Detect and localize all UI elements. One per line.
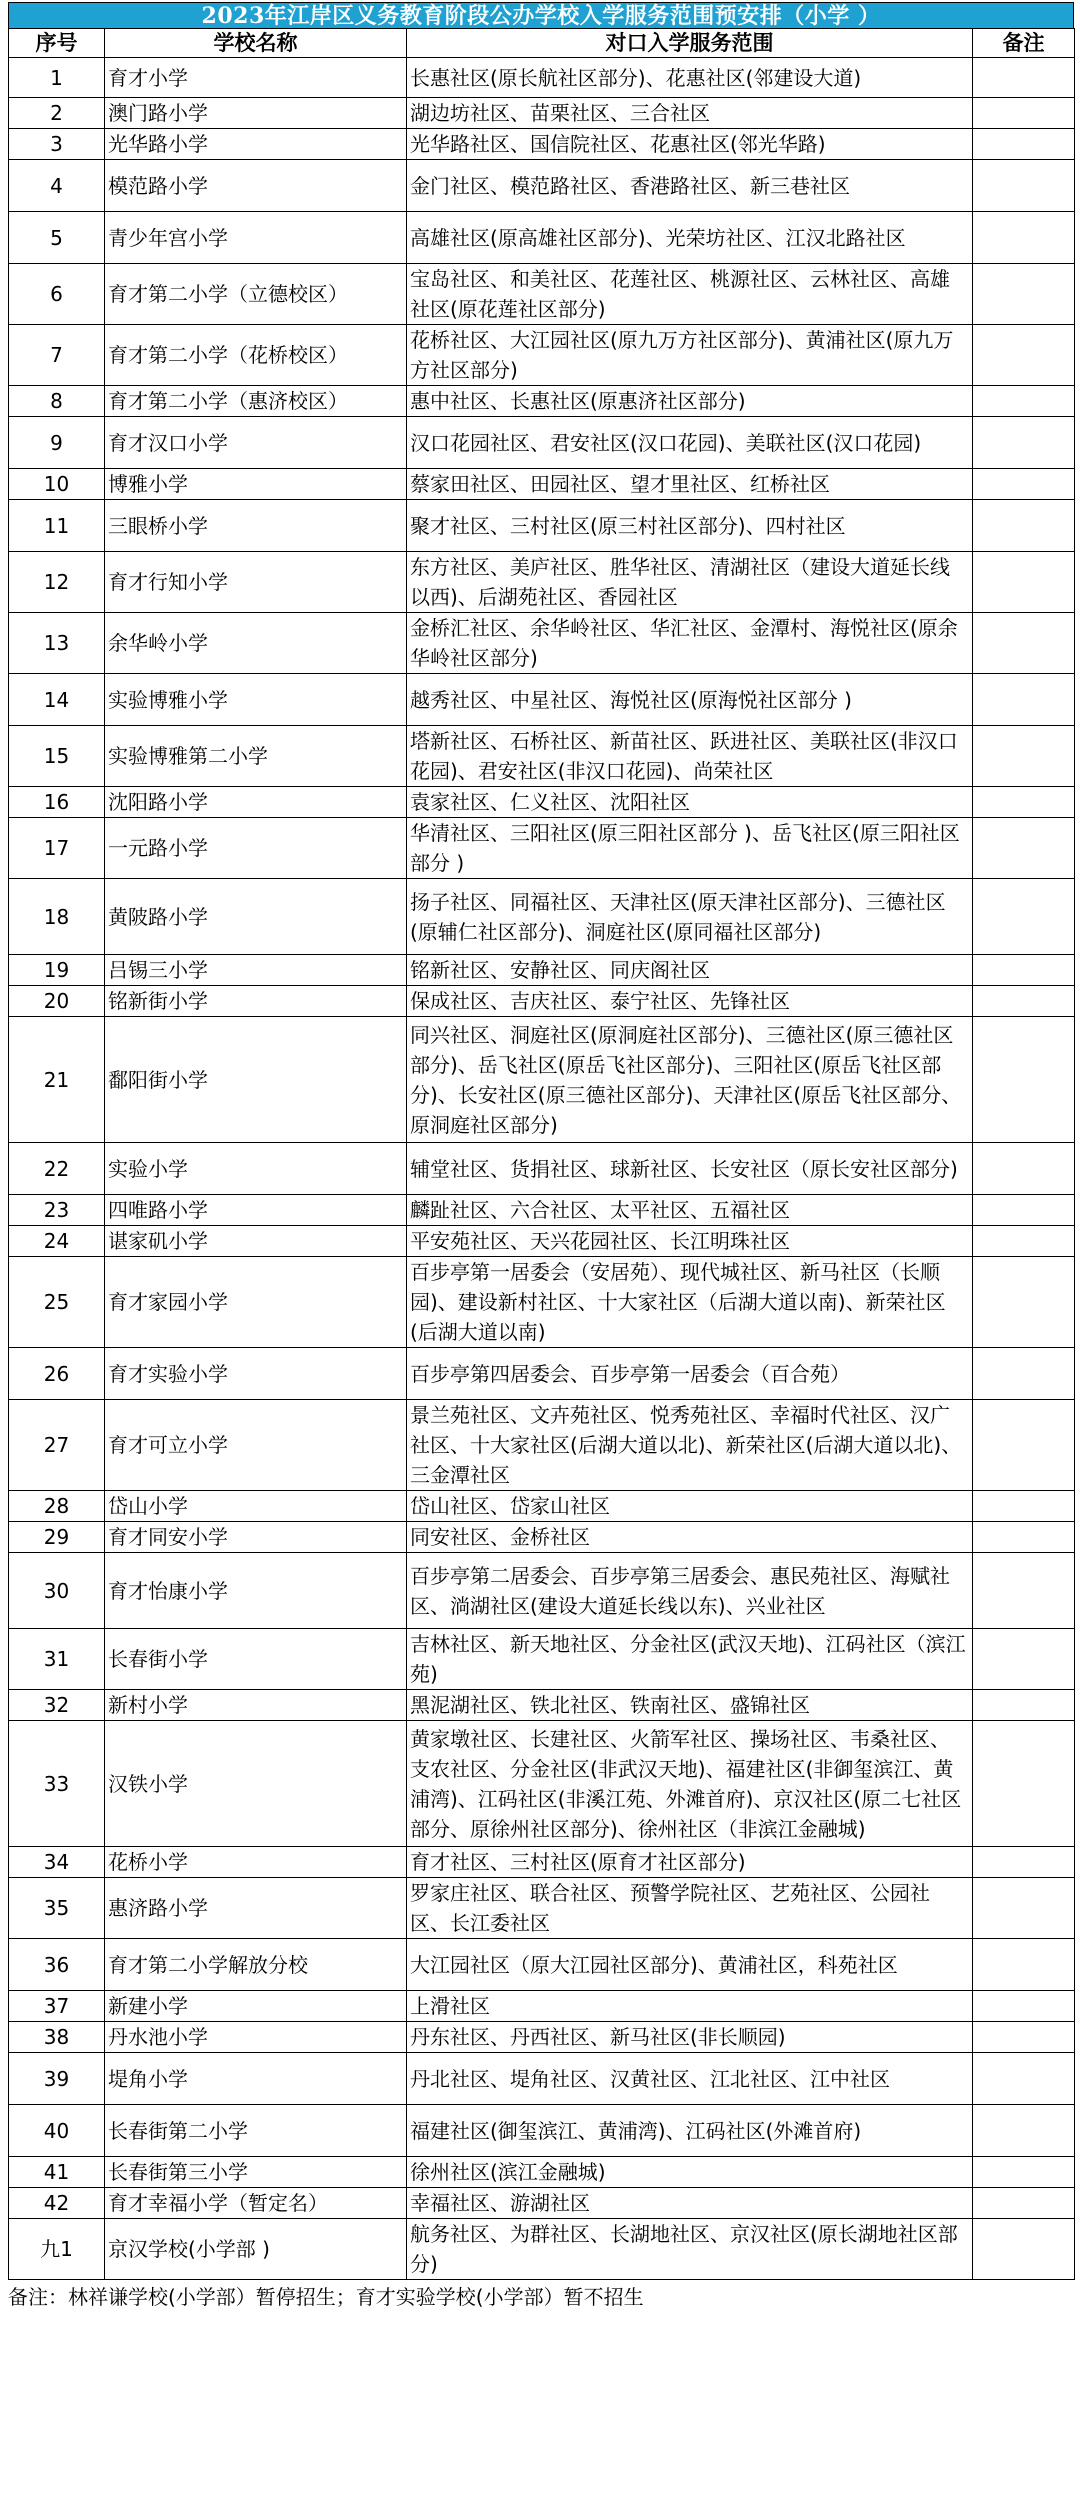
row-school: 实验博雅第二小学: [105, 726, 407, 787]
row-index: 15: [9, 726, 105, 787]
header-school: 学校名称: [105, 29, 407, 58]
row-index: 20: [9, 986, 105, 1017]
row-index: 1: [9, 58, 105, 98]
row-school: 铭新街小学: [105, 986, 407, 1017]
table-row: [9, 1348, 1075, 1400]
row-school: 育才第二小学解放分校: [105, 1939, 407, 1991]
row-area: 湖边坊社区、苗栗社区、三合社区: [407, 98, 973, 129]
row-school: 谌家矶小学: [105, 1226, 407, 1257]
row-note: [973, 2188, 1075, 2219]
row-note: [973, 2105, 1075, 2157]
table-row: [9, 1226, 1075, 1257]
row-school: 丹水池小学: [105, 2022, 407, 2053]
row-area: 大江园社区（原大江园社区部分)、黄浦社区，科苑社区: [407, 1939, 973, 1991]
row-note: [973, 469, 1075, 500]
row-note: [973, 818, 1075, 879]
row-index: 24: [9, 1226, 105, 1257]
row-index: 34: [9, 1847, 105, 1878]
row-index: 9: [9, 417, 105, 469]
row-note: [973, 2053, 1075, 2105]
row-note: [973, 1226, 1075, 1257]
row-school: 一元路小学: [105, 818, 407, 879]
row-note: [973, 1553, 1075, 1629]
row-school: 黄陂路小学: [105, 879, 407, 955]
row-school: 光华路小学: [105, 129, 407, 160]
row-index: 32: [9, 1690, 105, 1721]
row-index: 13: [9, 613, 105, 674]
row-school: 惠济路小学: [105, 1878, 407, 1939]
row-index: 27: [9, 1400, 105, 1491]
row-note: [973, 1348, 1075, 1400]
row-index: 35: [9, 1878, 105, 1939]
row-index: 40: [9, 2105, 105, 2157]
row-school: 博雅小学: [105, 469, 407, 500]
row-school: 花桥小学: [105, 1847, 407, 1878]
row-index: 7: [9, 325, 105, 386]
header-index: 序号: [9, 29, 105, 58]
table-row: [9, 212, 1075, 264]
row-school: 三眼桥小学: [105, 500, 407, 552]
row-note: [973, 264, 1075, 325]
row-note: [973, 2157, 1075, 2188]
row-area: 高雄社区(原高雄社区部分)、光荣坊社区、江汉北路社区: [407, 212, 973, 264]
row-area: 景兰苑社区、文卉苑社区、悦秀苑社区、幸福时代社区、汉广社区、十大家社区(后湖大道以北)、新荣社区(后湖大道以北)、三金潭社区: [407, 1400, 973, 1491]
row-area: 聚才社区、三村社区(原三村社区部分)、四村社区: [407, 500, 973, 552]
table-row: [9, 955, 1075, 986]
row-index: 39: [9, 2053, 105, 2105]
row-note: [973, 1939, 1075, 1991]
row-school: 岱山小学: [105, 1491, 407, 1522]
table-row: [9, 1847, 1075, 1878]
row-school: 青少年宫小学: [105, 212, 407, 264]
table-row: [9, 552, 1075, 613]
row-index: 6: [9, 264, 105, 325]
row-index: 10: [9, 469, 105, 500]
row-note: [973, 1991, 1075, 2022]
row-school: 育才实验小学: [105, 1348, 407, 1400]
table-row: [9, 2105, 1075, 2157]
row-note: [973, 674, 1075, 726]
table-row: [9, 325, 1075, 386]
row-index: 3: [9, 129, 105, 160]
table-row: [9, 726, 1075, 787]
row-note: [973, 2022, 1075, 2053]
table-row: [9, 1017, 1075, 1143]
table-row: [9, 386, 1075, 417]
row-note: [973, 98, 1075, 129]
footer-note: 备注：林祥谦学校(小学部）暂停招生；育才实验学校(小学部）暂不招生: [8, 2285, 644, 2309]
row-note: [973, 386, 1075, 417]
row-area: 百步亭第二居委会、百步亭第三居委会、惠民苑社区、海赋社区、淌湖社区(建设大道延长线以东)、兴业社区: [407, 1553, 973, 1629]
row-index: 4: [9, 160, 105, 212]
row-area: 福建社区(御玺滨江、黄浦湾)、江码社区(外滩首府): [407, 2105, 973, 2157]
table-row: [9, 469, 1075, 500]
row-index: 29: [9, 1522, 105, 1553]
row-area: 幸福社区、游湖社区: [407, 2188, 973, 2219]
table-row: [9, 674, 1075, 726]
table-row: [9, 787, 1075, 818]
row-note: [973, 726, 1075, 787]
row-index: 5: [9, 212, 105, 264]
table-row: [9, 613, 1075, 674]
row-school: 沈阳路小学: [105, 787, 407, 818]
row-area: 金门社区、模范路社区、香港路社区、新三巷社区: [407, 160, 973, 212]
row-area: 百步亭第一居委会（安居苑）、现代城社区、新马社区（长顺园)、建设新村社区、十大家社区（后湖大道以南)、新荣社区(后湖大道以南): [407, 1257, 973, 1348]
row-area: 麟趾社区、六合社区、太平社区、五福社区: [407, 1195, 973, 1226]
table-row: [9, 1939, 1075, 1991]
row-area: 岱山社区、岱家山社区: [407, 1491, 973, 1522]
row-area: 保成社区、吉庆社区、泰宁社区、先锋社区: [407, 986, 973, 1017]
row-note: [973, 986, 1075, 1017]
row-index: 42: [9, 2188, 105, 2219]
row-index: 28: [9, 1491, 105, 1522]
row-school: 澳门路小学: [105, 98, 407, 129]
row-school: 京汉学校(小学部 ): [105, 2219, 407, 2280]
row-area: 上滑社区: [407, 1991, 973, 2022]
row-index: 25: [9, 1257, 105, 1348]
row-area: 徐州社区(滨江金融城): [407, 2157, 973, 2188]
row-area: 宝岛社区、和美社区、花莲社区、桃源社区、云林社区、高雄社区(原花莲社区部分): [407, 264, 973, 325]
row-area: 蔡家田社区、田园社区、望才里社区、红桥社区: [407, 469, 973, 500]
row-index: 33: [9, 1721, 105, 1847]
row-school: 长春街第三小学: [105, 2157, 407, 2188]
row-area: 汉口花园社区、君安社区(汉口花园)、美联社区(汉口花园): [407, 417, 973, 469]
row-index: 30: [9, 1553, 105, 1629]
row-area: 黄家墩社区、长建社区、火箭军社区、操场社区、韦桑社区、支农社区、分金社区(非武汉天地)、福建社区(非御玺滨江、黄浦湾)、江码社区(非溪江苑、外滩首府)、京汉社区(原二七社区部分、原徐州社区部分)、徐州社区（非滨江金融城): [407, 1721, 973, 1847]
row-note: [973, 1629, 1075, 1690]
row-school: 育才同安小学: [105, 1522, 407, 1553]
row-area: 铭新社区、安静社区、同庆阁社区: [407, 955, 973, 986]
row-school: 育才第二小学（花桥校区）: [105, 325, 407, 386]
table-row: [9, 818, 1075, 879]
table-row: [9, 98, 1075, 129]
row-school: 余华岭小学: [105, 613, 407, 674]
row-area: 育才社区、三村社区(原育才社区部分): [407, 1847, 973, 1878]
row-note: [973, 879, 1075, 955]
row-index: 41: [9, 2157, 105, 2188]
row-note: [973, 613, 1075, 674]
row-note: [973, 212, 1075, 264]
row-index: 31: [9, 1629, 105, 1690]
row-index: 九1: [9, 2219, 105, 2280]
table-row: [9, 160, 1075, 212]
row-school: 实验博雅小学: [105, 674, 407, 726]
row-school: 汉铁小学: [105, 1721, 407, 1847]
row-area: 平安苑社区、天兴花园社区、长江明珠社区: [407, 1226, 973, 1257]
row-area: 丹北社区、堤角社区、汉黄社区、江北社区、江中社区: [407, 2053, 973, 2105]
row-area: 百步亭第四居委会、百步亭第一居委会（百合苑）: [407, 1348, 973, 1400]
row-school: 堤角小学: [105, 2053, 407, 2105]
row-index: 14: [9, 674, 105, 726]
table-row: [9, 1257, 1075, 1348]
row-index: 18: [9, 879, 105, 955]
row-note: [973, 1017, 1075, 1143]
row-note: [973, 1195, 1075, 1226]
row-note: [973, 58, 1075, 98]
table-row: [9, 2219, 1075, 2280]
row-school: 育才家园小学: [105, 1257, 407, 1348]
row-note: [973, 1143, 1075, 1195]
table-row: [9, 1690, 1075, 1721]
row-index: 11: [9, 500, 105, 552]
row-school: 新建小学: [105, 1991, 407, 2022]
row-note: [973, 325, 1075, 386]
table-row: [9, 1721, 1075, 1847]
table-row: [9, 417, 1075, 469]
row-school: 育才可立小学: [105, 1400, 407, 1491]
school-zone-table: [8, 28, 1075, 2280]
row-area: 金桥汇社区、余华岭社区、华汇社区、金潭村、海悦社区(原余华岭社区部分): [407, 613, 973, 674]
row-area: 扬子社区、同福社区、天津社区(原天津社区部分)、三德社区(原辅仁社区部分)、洞庭社区(原同福社区部分): [407, 879, 973, 955]
row-school: 实验小学: [105, 1143, 407, 1195]
row-index: 38: [9, 2022, 105, 2053]
row-note: [973, 2219, 1075, 2280]
row-index: 21: [9, 1017, 105, 1143]
row-note: [973, 552, 1075, 613]
table-row: [9, 879, 1075, 955]
table-row: [9, 1491, 1075, 1522]
row-note: [973, 955, 1075, 986]
row-school: 四唯路小学: [105, 1195, 407, 1226]
row-index: 22: [9, 1143, 105, 1195]
row-school: 鄱阳街小学: [105, 1017, 407, 1143]
table-row: [9, 2053, 1075, 2105]
row-index: 2: [9, 98, 105, 129]
table-row: [9, 129, 1075, 160]
header-note: 备注: [973, 29, 1075, 58]
table-row: [9, 986, 1075, 1017]
table-row: [9, 1195, 1075, 1226]
row-area: 华清社区、三阳社区(原三阳社区部分 )、岳飞社区(原三阳社区部分 ): [407, 818, 973, 879]
row-area: 塔新社区、石桥社区、新苗社区、跃进社区、美联社区(非汉口花园)、君安社区(非汉口花园)、尚荣社区: [407, 726, 973, 787]
row-school: 吕锡三小学: [105, 955, 407, 986]
row-index: 17: [9, 818, 105, 879]
row-area: 吉林社区、新天地社区、分金社区(武汉天地)、江码社区（滨江苑): [407, 1629, 973, 1690]
table-row: [9, 2157, 1075, 2188]
row-note: [973, 1257, 1075, 1348]
row-note: [973, 1878, 1075, 1939]
table-row: [9, 2188, 1075, 2219]
header-row: [9, 29, 1075, 58]
row-school: 育才第二小学（惠济校区）: [105, 386, 407, 417]
row-school: 育才幸福小学（暂定名）: [105, 2188, 407, 2219]
row-area: 同兴社区、洞庭社区(原洞庭社区部分)、三德社区(原三德社区部分)、岳飞社区(原岳飞社区部分)、三阳社区(原岳飞社区部分)、长安社区(原三德社区部分)、天津社区(原岳飞社区部分、原洞庭社区部分): [407, 1017, 973, 1143]
table-row: [9, 2022, 1075, 2053]
row-note: [973, 1400, 1075, 1491]
row-area: 丹东社区、丹西社区、新马社区(非长顺园): [407, 2022, 973, 2053]
row-note: [973, 1847, 1075, 1878]
row-school: 新村小学: [105, 1690, 407, 1721]
table-row: [9, 1400, 1075, 1491]
row-note: [973, 1690, 1075, 1721]
row-area: 长惠社区(原长航社区部分)、花惠社区(邻建设大道): [407, 58, 973, 98]
row-school: 育才第二小学（立德校区）: [105, 264, 407, 325]
table-row: [9, 1629, 1075, 1690]
row-school: 模范路小学: [105, 160, 407, 212]
table-title: 2023年江岸区义务教育阶段公办学校入学服务范围预安排（小学 ）: [8, 2, 1074, 29]
row-index: 19: [9, 955, 105, 986]
row-index: 16: [9, 787, 105, 818]
row-school: 育才汉口小学: [105, 417, 407, 469]
row-area: 袁家社区、仁义社区、沈阳社区: [407, 787, 973, 818]
row-note: [973, 1491, 1075, 1522]
row-note: [973, 129, 1075, 160]
row-index: 12: [9, 552, 105, 613]
row-note: [973, 787, 1075, 818]
row-index: 36: [9, 1939, 105, 1991]
row-school: 育才怡康小学: [105, 1553, 407, 1629]
row-note: [973, 1721, 1075, 1847]
row-index: 37: [9, 1991, 105, 2022]
row-area: 辅堂社区、货捐社区、球新社区、长安社区（原长安社区部分): [407, 1143, 973, 1195]
row-note: [973, 500, 1075, 552]
table-row: [9, 1553, 1075, 1629]
row-area: 花桥社区、大江园社区(原九万方社区部分)、黄浦社区(原九万方社区部分): [407, 325, 973, 386]
row-note: [973, 1522, 1075, 1553]
row-school: 长春街小学: [105, 1629, 407, 1690]
row-area: 越秀社区、中星社区、海悦社区(原海悦社区部分 ): [407, 674, 973, 726]
row-school: 长春街第二小学: [105, 2105, 407, 2157]
row-note: [973, 160, 1075, 212]
table-row: [9, 264, 1075, 325]
row-school: 育才小学: [105, 58, 407, 98]
row-area: 罗家庄社区、联合社区、预警学院社区、艺苑社区、公园社区、长江委社区: [407, 1878, 973, 1939]
table-row: [9, 1143, 1075, 1195]
row-index: 8: [9, 386, 105, 417]
table-row: [9, 500, 1075, 552]
row-area: 航务社区、为群社区、长湖地社区、京汉社区(原长湖地社区部分): [407, 2219, 973, 2280]
row-note: [973, 417, 1075, 469]
row-index: 26: [9, 1348, 105, 1400]
row-area: 惠中社区、长惠社区(原惠济社区部分): [407, 386, 973, 417]
row-school: 育才行知小学: [105, 552, 407, 613]
header-area: 对口入学服务范围: [407, 29, 973, 58]
row-area: 光华路社区、国信院社区、花惠社区(邻光华路): [407, 129, 973, 160]
table-row: [9, 1878, 1075, 1939]
row-area: 黑泥湖社区、铁北社区、铁南社区、盛锦社区: [407, 1690, 973, 1721]
row-area: 东方社区、美庐社区、胜华社区、清湖社区（建设大道延长线以西)、后湖苑社区、香园社区: [407, 552, 973, 613]
table-row: [9, 58, 1075, 98]
row-index: 23: [9, 1195, 105, 1226]
row-area: 同安社区、金桥社区: [407, 1522, 973, 1553]
table-row: [9, 1522, 1075, 1553]
table-row: [9, 1991, 1075, 2022]
